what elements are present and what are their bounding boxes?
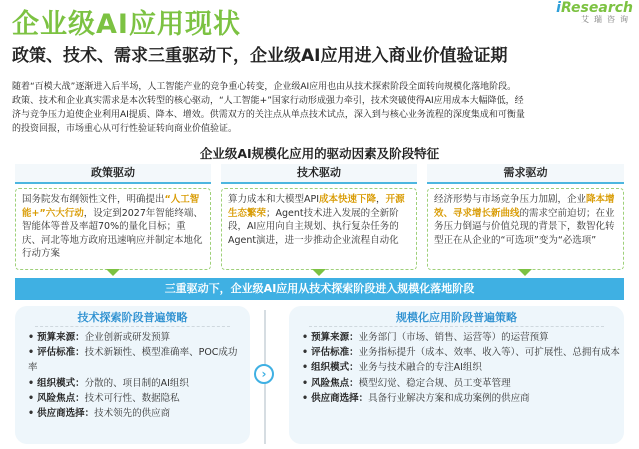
highlight-text: 降本增效、寻求增长新曲线: [434, 194, 615, 219]
list-item: [28, 330, 242, 345]
logo-main-text: Research: [560, 0, 633, 16]
stage-items-scale: [302, 330, 620, 406]
highlight-text: “人工智能+”六大行动: [22, 194, 200, 219]
driver-text: 经济形势与市场竞争压力加剧，企业: [434, 194, 587, 205]
item-label: 评估标准：: [311, 347, 359, 359]
item-text: 技术领先的供应商: [94, 408, 171, 420]
bullet-icon: •: [28, 408, 35, 420]
bullet-icon: •: [28, 377, 35, 389]
bullet-icon: •: [302, 377, 309, 389]
driver-text: ；Agent技术进入发展的全新阶段，AI应用向自主规划、执行复杂任务的Agent演进，进一步推动企业流程自动化: [228, 207, 399, 246]
intro-paragraph: [12, 80, 628, 136]
intro-line: 的投资回报，市场重心从可行性验证转向商业价值验证。: [12, 124, 238, 134]
page-title: 企业级AI应用现状: [12, 9, 241, 40]
item-label: 预算来源：: [37, 332, 85, 343]
bullet-icon: •: [302, 392, 309, 404]
driver-text: ，设定到2027年智能终端、智能体等普及率超70%的量化目标；重庆、河北等地方政府迅速响应并制定本地化行动方案: [22, 207, 203, 259]
chevron-right-icon: ›: [254, 364, 274, 384]
down-arrow-icon: [312, 269, 326, 276]
bullet-icon: •: [28, 332, 35, 343]
item-text: 业务指标提升（成本、效率、收入等）、可扩展性、总拥有成本: [358, 347, 620, 359]
list-item: [302, 360, 620, 375]
list-item: [28, 391, 242, 406]
bullet-icon: •: [302, 347, 309, 359]
page-subtitle: 政策、技术、需求三重驱动下，企业级AI应用进入商业价值验证期: [12, 46, 508, 66]
item-label: 供应商选择：: [311, 392, 369, 404]
stage-title-exploration: 技术探索阶段普遍策略: [77, 311, 188, 324]
iresearch-logo: [556, 0, 633, 25]
section-title: 企业级AI规模化应用的驱动因素及阶段特征: [199, 146, 440, 161]
item-text: 模型幻觉、稳定合规、员工变革管理: [358, 377, 511, 389]
item-text: 企业创新或研发预算: [84, 332, 171, 343]
driver-head-demand: 需求驱动: [427, 164, 624, 184]
list-item: [28, 406, 242, 421]
item-label: 评估标准：: [37, 347, 85, 359]
divider-line: [309, 326, 604, 328]
list-item: [28, 376, 242, 391]
item-text: 业务部门（市场、销售、运营等）的运营预算: [358, 332, 549, 343]
logo-sub-text: 艾瑞咨询: [581, 15, 633, 24]
bullet-icon: •: [28, 392, 35, 404]
list-item: [28, 345, 242, 375]
driver-head-policy: 政策驱动: [15, 164, 211, 184]
driver-text: ，: [376, 194, 386, 205]
item-text: 分散的、项目制的AI组织: [84, 377, 189, 389]
highlight-text: 成本快速下降: [319, 194, 377, 205]
item-text: 技术新颖性、模型准确率、POC成功率: [28, 347, 238, 374]
list-item: [302, 391, 620, 406]
list-item: [302, 345, 620, 360]
item-label: 组织模式：: [37, 377, 85, 389]
stage-banner: 三重驱动下，企业级AI应用从技术探索阶段进入规模化落地阶段: [15, 278, 624, 300]
item-label: 预算来源：: [311, 332, 359, 343]
intro-line: 随着“百模大战”逐渐进入后半场，人工智能产业的竞争重心转变，企业级AI应用也由从技术探索阶段全面转向规模化落地阶段。: [12, 82, 517, 92]
item-text: 技术可行性、数据隐私: [84, 392, 180, 404]
driver-body-tech: [221, 188, 417, 270]
driver-head-tech: 技术驱动: [221, 164, 417, 184]
item-text: 具备行业解决方案和成功案例的供应商: [368, 392, 530, 404]
item-label: 组织模式：: [311, 362, 359, 374]
list-item: [302, 330, 620, 345]
item-text: 业务与技术融合的专注AI组织: [358, 362, 482, 374]
item-label: 风险焦点：: [37, 392, 85, 404]
item-label: 风险焦点：: [311, 377, 359, 389]
bullet-icon: •: [302, 332, 309, 343]
divider-line: [35, 326, 230, 328]
intro-line: 济与竞争压力迫使企业利用AI提质、降本、增效。供需双方的关注点从单点技术试点，深入到与核心业务流程的深度集成和可衡量: [12, 110, 525, 120]
highlight-text: 开源生态繁荣: [228, 194, 405, 219]
driver-body-policy: [15, 188, 211, 270]
bullet-icon: •: [302, 362, 309, 374]
item-label: 供应商选择：: [37, 408, 95, 420]
intro-line: 政策、技术和企业真实需求是本次转型的核心驱动，“人工智能+”国家行动形成强力牵引，技术突破使得AI应用成本大幅降低，经: [12, 96, 524, 106]
stage-title-scale: 规模化应用阶段普遍策略: [396, 311, 517, 324]
down-arrow-icon: [106, 269, 120, 276]
stage-items-exploration: [28, 330, 242, 421]
driver-body-demand: [427, 188, 624, 270]
driver-text: 算力成本和大模型API: [228, 194, 320, 205]
bullet-icon: •: [28, 347, 35, 359]
down-arrow-icon: [518, 269, 532, 276]
list-item: [302, 376, 620, 391]
logo-prefix: i: [556, 0, 561, 16]
driver-text: 的需求空前迫切；在业务压力倒逼与价值兑现的背景下，数智化转型正在从企业的“可选项”变为“必选项”: [434, 207, 615, 246]
driver-text: 国务院发布纲领性文件，明确提出: [22, 194, 165, 205]
